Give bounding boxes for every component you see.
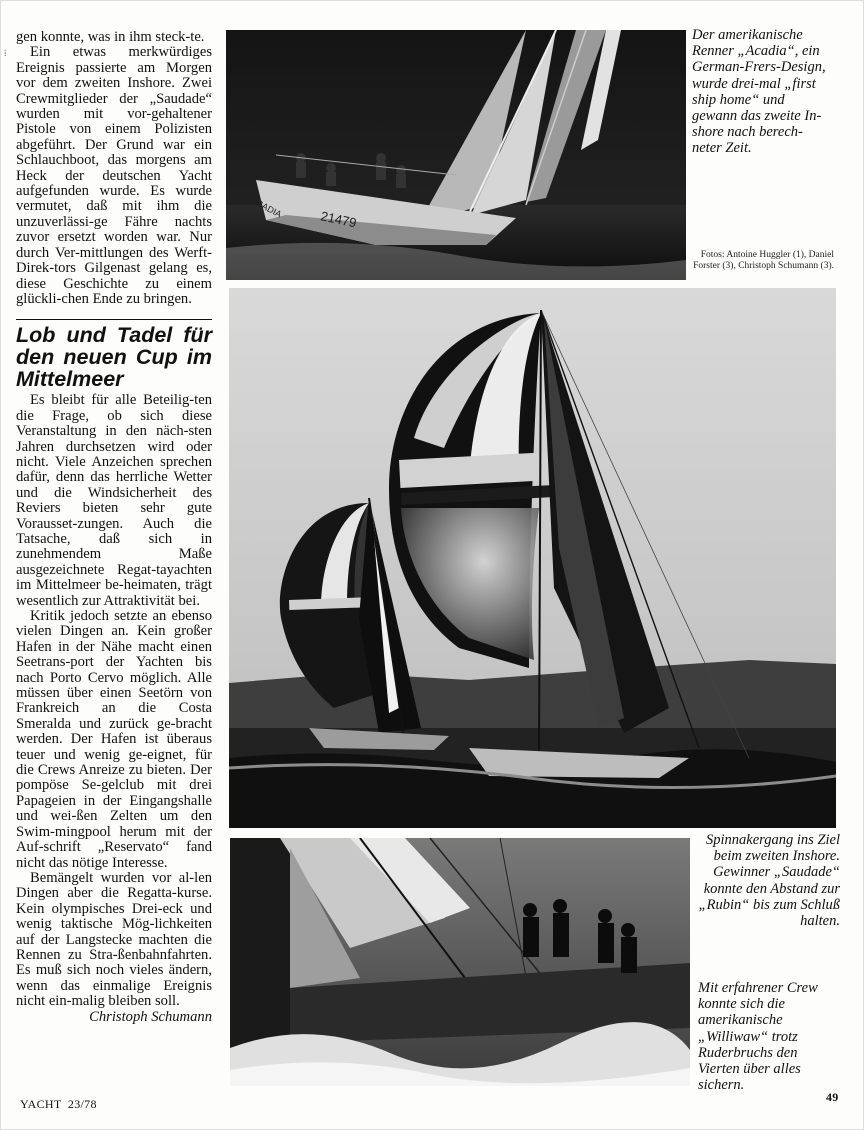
section-heading: Lob und Tadel für den neuen Cup im Mittelmeer <box>16 323 212 392</box>
margin-mark: ⁞ <box>4 48 7 58</box>
photo-acadia-image <box>226 30 686 280</box>
author-signature: Christoph Schumann <box>89 1008 212 1025</box>
photo-spinnakers-image <box>229 288 836 828</box>
photo-acadia <box>226 30 686 280</box>
photo-williwaw <box>230 838 690 1086</box>
article-paragraph-1: gen konnte, was in ihm steck-te. <box>16 29 205 45</box>
article-paragraph-3: Es bleibt für alle Beteilig-ten die Frage, ob sich diese Veranstaltung in den näch-sten Jahren durchsetzen wird oder nicht. Viele Anzeichen sprechen dafür, denn das herrliche Wetter und die Windsicherheit des Reviers bieten sehr gute Vorausset-zungen. Auch die Tatsache, daß sich in zunehmendem Maße ausgezeichnete Regat-tayachten im Mittelmeer be-heimaten, trägt wesentlich zur Attraktivität bei. <box>16 392 212 609</box>
photo-williwaw-image <box>230 838 690 1086</box>
article-paragraph-2: Ein etwas merkwürdiges Ereignis passierte am Morgen vor dem zweiten Inshore. Zwei Crewmitglieder der „Saudade“ wurden mit vor-gehaltener Pistole von einem Polizisten abgeführt. Der Grund war ein Schlauchboot, das morgens am Heck der deutschen Yacht aufgefunden wurde. Es wurde vermutet, daß mit ihm die unzuverlässi-ge Fähre nachts zuvor ersetzt worden war. Nur durch Ver-mittlungen des Werft-Direk-tors Gilgenast gelang es, diese Geschichte zu einem glückli-chen Ende zu bringen. <box>16 44 212 307</box>
page-number <box>826 1090 839 1105</box>
footer-issue <box>20 1097 97 1112</box>
boat-name: ACADIA <box>249 194 284 220</box>
photo-spinnakers <box>229 288 836 828</box>
photo-credits: Fotos: Antoine Huggler (1), Daniel Forster (3), Christoph Schumann (3). <box>693 250 834 271</box>
section-rule <box>16 319 212 320</box>
article-column <box>16 30 212 1025</box>
article-paragraph-5: Bemängelt wurden vor al-len Dingen aber die Regatta-kurse. Kein olympisches Drei-eck und wenig taktische Mög-lichkeiten auf der Langstecke machten die Rennen zu Stra-ßenbahnfahrten. Es muß sich noch vieles ändern, wenn das einmalige Ereignis nicht ein-malig bleiben soll. <box>16 869 212 1010</box>
caption-acadia: Der amerikanische Renner „Acadia“, ein German-Frers-Design, wurde drei-mal „first ship home“ und gewann das zweite In-shore nach berech-neter Zeit. <box>692 27 826 157</box>
sail-number: 21479 <box>319 208 358 231</box>
footer-issue-number: 23/78 <box>67 1097 97 1111</box>
caption-spinnakers: Spinnakergang ins Ziel beim zweiten Inshore. Gewinner „Saudade“ konnte den Abstand zur „Rubin“ bis zum Schluß halten. <box>698 832 840 930</box>
footer-magazine: YACHT <box>20 1097 62 1111</box>
caption-williwaw: Mit erfahrener Crew konnte sich die amerikanische „Williwaw“ trotz Ruderbruchs den Vierten über alles sichern. <box>698 980 818 1094</box>
article-paragraph-4: Kritik jedoch setzte an ebenso vielen Dingen an. Kein großer Hafen in der Nähe macht einen Seetrans-port der Yachten bis nach Porto Cervo möglich. Alle müssen über einen Seetörn von Frankreich an die Costa Smeralda und zurück ge-bracht werden. Der Hafen ist überaus teuer und wenig ge-eignet, für die Crews Anreize zu bieten. Der pompöse Se-gelclub mit drei Papageien in der Eingangshalle und wei-ßen Zelten um den Swim-mingpool herum mit der Auf-schrift „Reservato“ fand nicht das nötige Interesse. <box>16 608 212 871</box>
page-number-value: 49 <box>826 1090 839 1104</box>
